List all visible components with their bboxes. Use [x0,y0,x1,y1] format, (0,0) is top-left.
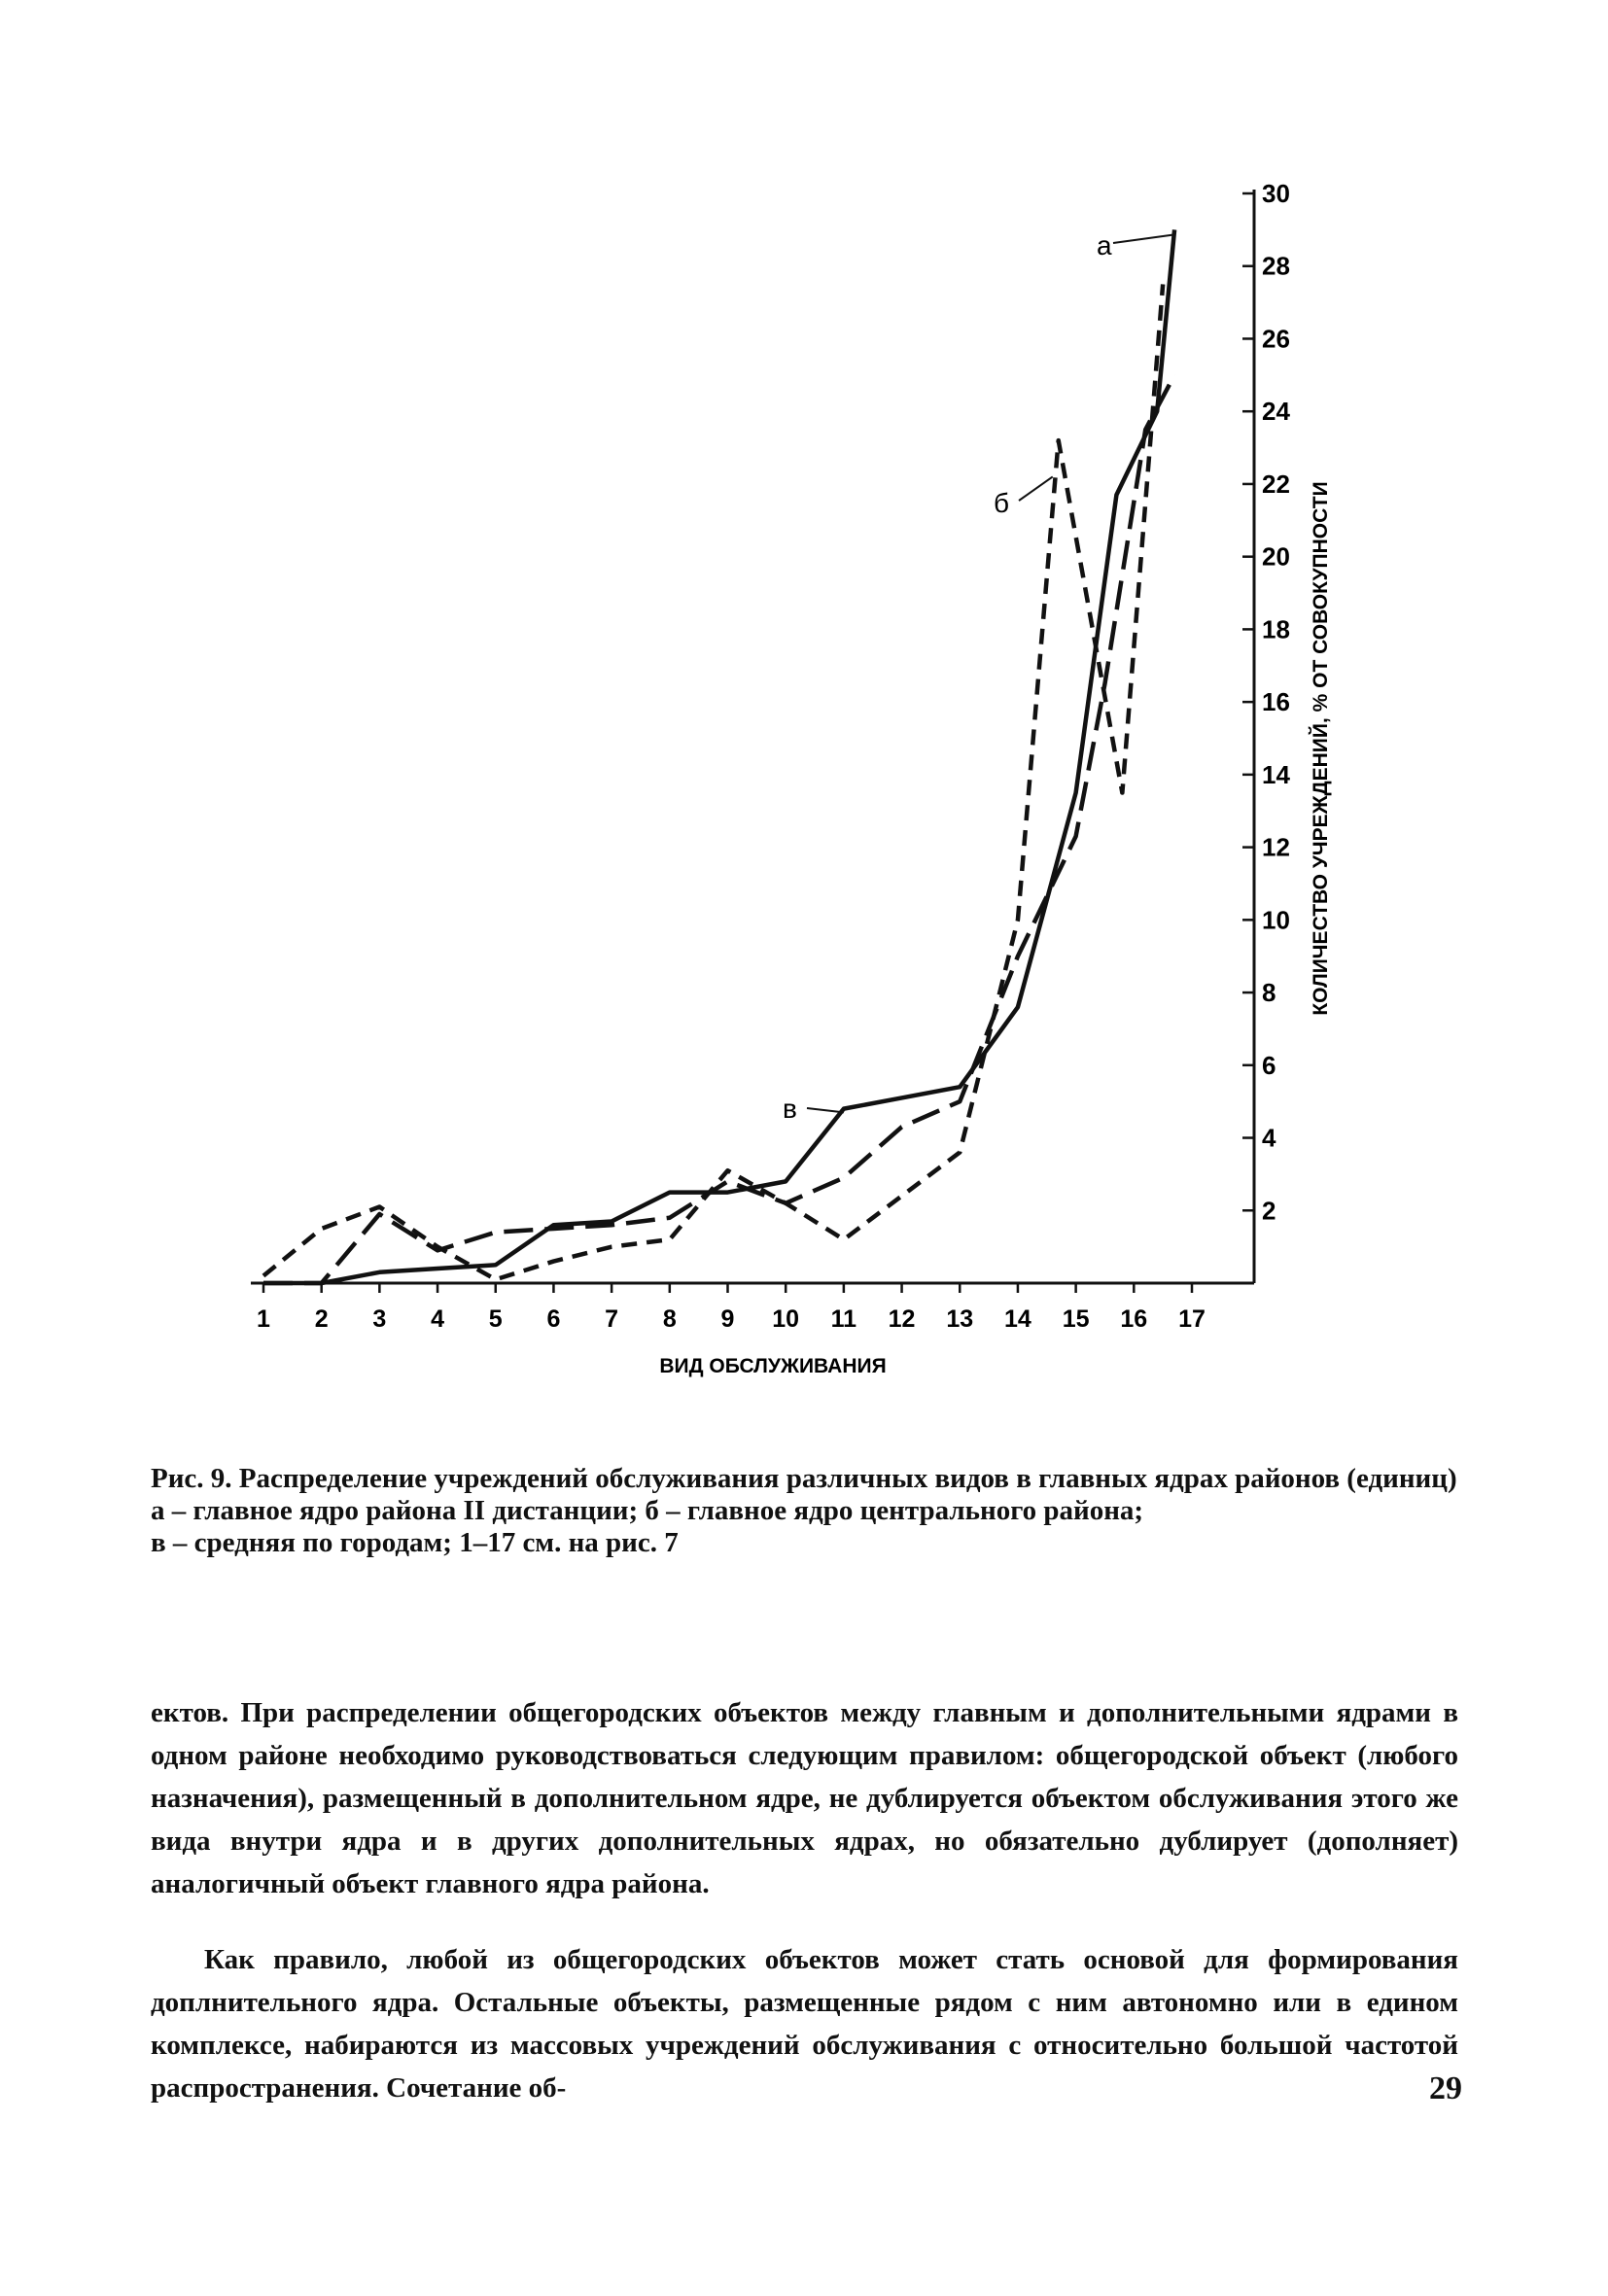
series-line-в [263,375,1174,1283]
x-tick-label: 9 [720,1305,735,1333]
y-tick-label: 24 [1262,397,1290,427]
x-axis-label: ВИД ОБСЛУЖИВАНИЯ [659,1355,887,1377]
x-tick-label: 17 [1178,1305,1206,1333]
series-line-б [263,284,1163,1279]
figure-caption [151,1463,1458,1559]
caption-legend-1: а – главное ядро района II дистанции; б – главное ядро центрального района; [151,1495,1144,1526]
annotation-label: б [994,488,1010,518]
series-lines [263,229,1174,1283]
caption-legend-2: в – средняя по городам; 1–17 см. на рис. 7 [151,1527,679,1558]
y-tick-label: 12 [1262,832,1290,862]
annotation-leader [1113,234,1174,243]
paragraph: ектов. При распределении общегородских объектов между главным и дополнительными ядрами в одном районе необходимо руководствоваться следующим правилом: общегородской объект (любого назначения), размещенный в дополнительном ядре, не дублируется объектом обслуживания этого же вида внутри ядра и в других дополнительных ядрах, но обязательно дублирует (дополняет) аналогичный объект главного ядра района. [151,1697,1458,1899]
x-tick-label: 3 [372,1305,387,1333]
x-tick-label: 7 [605,1305,619,1333]
annotation-label: в [783,1094,797,1124]
x-tick-label: 1 [257,1305,270,1333]
x-tick-label: 11 [830,1305,857,1333]
caption-title: Рис. 9. Распределение учреждений обслуживания различных видов в главных ядрах районов (единиц) [151,1463,1457,1494]
y-tick-label: 22 [1262,469,1290,499]
annotation-label: а [1097,230,1112,261]
axes [251,179,1290,1333]
y-tick-label: 18 [1262,614,1290,644]
annotation-leader [1019,476,1053,501]
y-tick-label: 16 [1262,687,1290,717]
x-tick-label: 10 [772,1305,800,1333]
y-tick-label: 8 [1262,978,1276,1008]
series-line-а [263,229,1174,1283]
y-tick-label: 4 [1262,1123,1276,1153]
body-text [151,1691,1458,2142]
x-tick-label: 14 [1004,1305,1031,1333]
x-tick-label: 2 [314,1305,329,1333]
x-tick-label: 15 [1062,1305,1090,1333]
paragraph: Как правило, любой из общегородских объектов может стать основой для формирования доплнительного ядра. Остальные объекты, размещенные рядом с ним автономно или в едином комплексе, набираются из массовых учреждений обслуживания с относительно большой частотой распространения. Сочетание об- [151,1944,1458,2104]
y-tick-label: 6 [1262,1050,1276,1080]
x-tick-label: 5 [488,1305,503,1333]
y-tick-label: 14 [1262,759,1290,789]
x-tick-label: 8 [662,1305,677,1333]
x-tick-label: 4 [431,1305,445,1333]
annotations [783,230,1174,1124]
y-tick-label: 26 [1262,324,1290,354]
x-tick-label: 16 [1120,1305,1148,1333]
y-tick-label: 20 [1262,541,1290,572]
y-tick-label: 10 [1262,905,1290,935]
y-tick-label: 30 [1262,179,1290,208]
x-tick-label: 12 [888,1305,916,1333]
y-axis-label: КОЛИЧЕСТВО УЧРЕЖДЕНИЙ, % ОТ СОВОКУПНОСТИ [1310,481,1332,1016]
page-number: 29 [1429,2070,1462,2106]
x-tick-label: 13 [946,1305,974,1333]
annotation-leader [807,1108,844,1112]
y-tick-label: 28 [1262,251,1290,281]
y-tick-label: 2 [1262,1196,1276,1226]
x-tick-label: 6 [546,1305,561,1333]
